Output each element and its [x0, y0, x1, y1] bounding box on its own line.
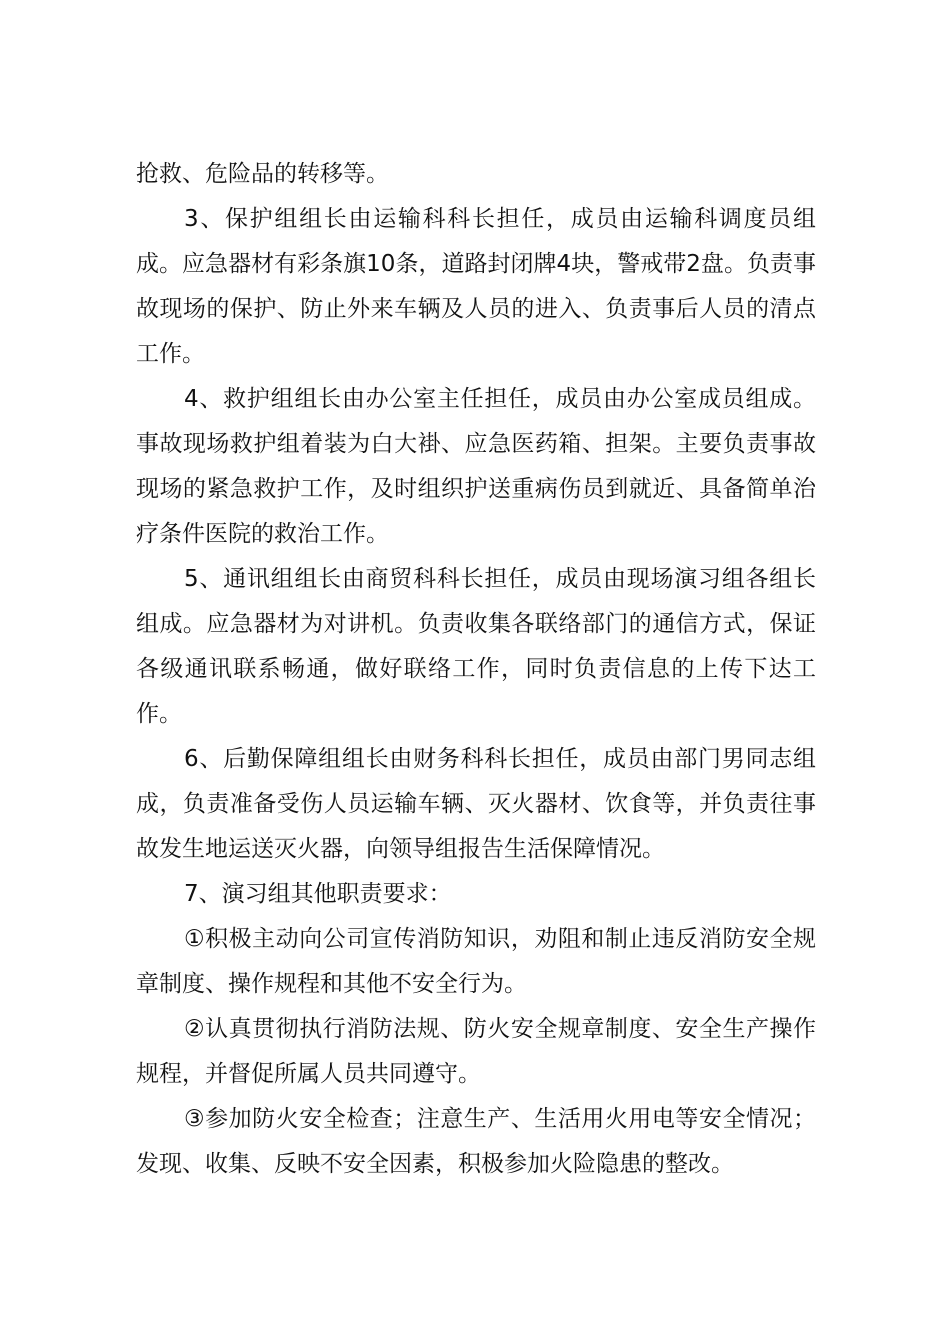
paragraph-3: 4、救护组组长由办公室主任担任，成员由办公室成员组成。事故现场救护组着装为白大褂、应急医药箱、担架。主要负责事故现场的紧急救护工作，及时组织护送重病伤员到就近、具备简单治疗条件医院的救治工作。 [136, 386, 816, 547]
paragraph-7: ①积极主动向公司宣传消防知识，劝阻和制止违反消防安全规章制度、操作规程和其他不安全行为。 [136, 926, 816, 997]
paragraph-5: 6、后勤保障组组长由财务科科长担任，成员由部门男同志组成，负责准备受伤人员运输车辆、灭火器材、饮食等，并负责往事故发生地运送灭火器，向领导组报告生活保障情况。 [136, 746, 816, 862]
paragraph-1: 抢救、危险品的转移等。 [136, 161, 389, 187]
paragraph-4: 5、通讯组组长由商贸科科长担任，成员由现场演习组各组长组成。应急器材为对讲机。负责收集各联络部门的通信方式，保证各级通讯联系畅通，做好联络工作，同时负责信息的上传下达工作。 [136, 566, 816, 727]
document-body [136, 152, 816, 1187]
paragraph-9: ③参加防火安全检查；注意生产、生活用火用电等安全情况；发现、收集、反映不安全因素，积极参加火险隐患的整改。 [136, 1106, 816, 1177]
paragraph-8: ②认真贯彻执行消防法规、防火安全规章制度、安全生产操作规程，并督促所属人员共同遵守。 [136, 1016, 816, 1087]
paragraph-2: 3、保护组组长由运输科科长担任，成员由运输科调度员组成。应急器材有彩条旗10条，道路封闭牌4块，警戒带2盘。负责事故现场的保护、防止外来车辆及人员的进入、负责事后人员的清点工作。 [136, 206, 816, 367]
paragraph-6: 7、演习组其他职责要求： [184, 881, 452, 907]
